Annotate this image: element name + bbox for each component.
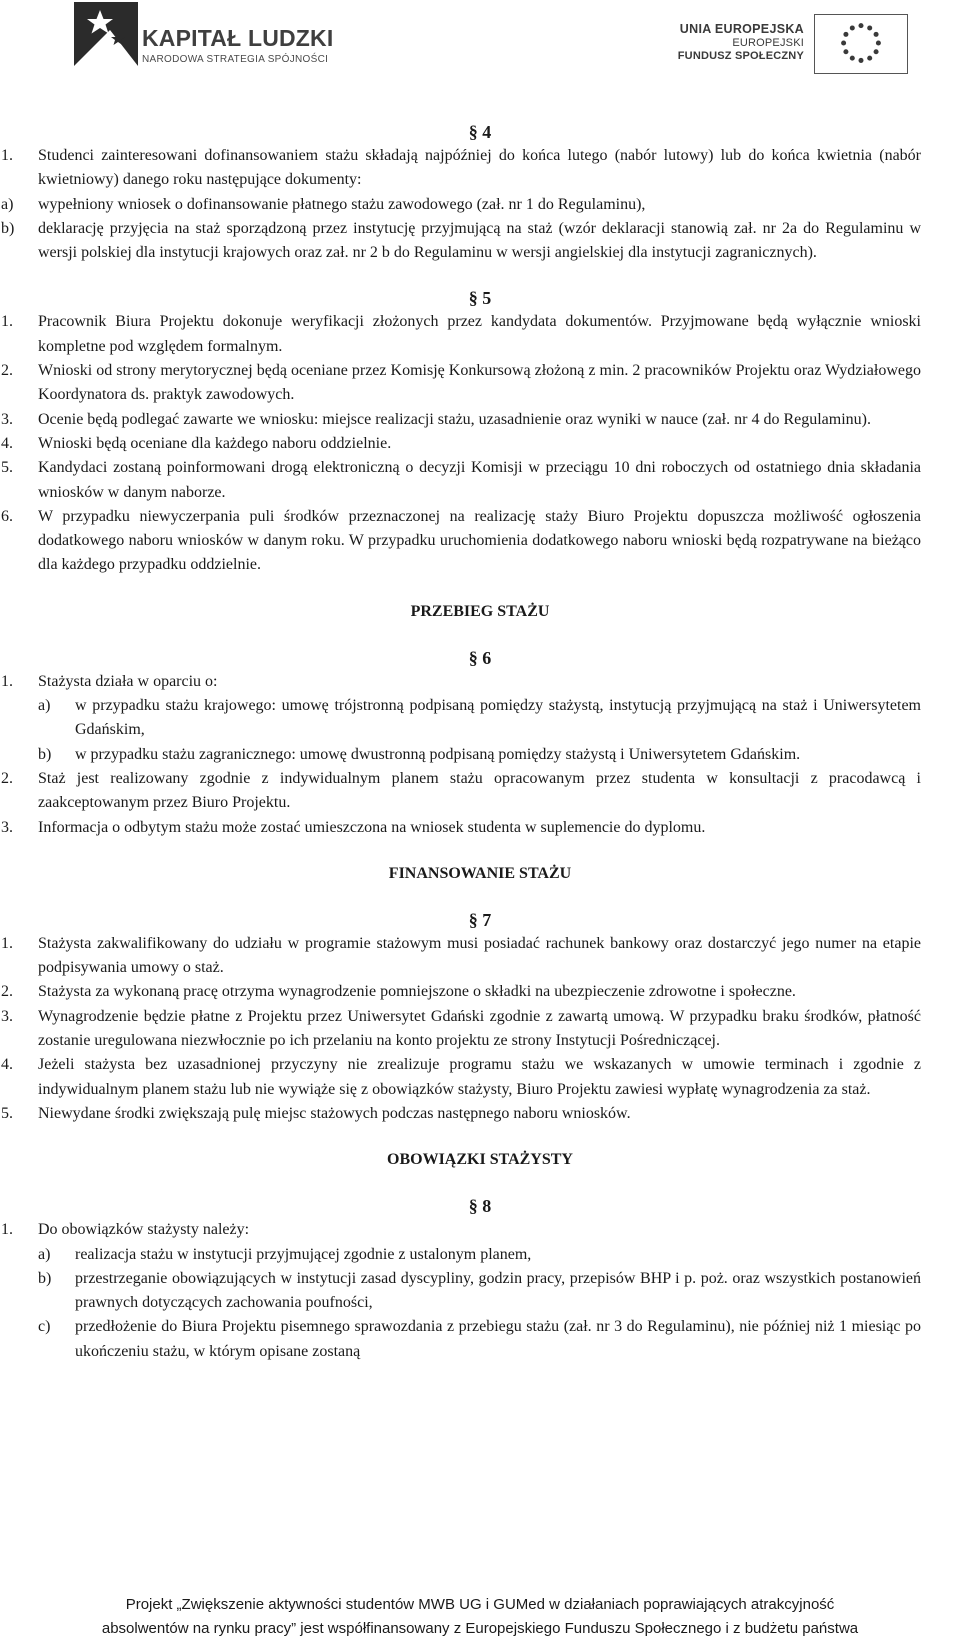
eu-line-3: FUNDUSZ SPOŁECZNY bbox=[677, 50, 804, 62]
s6-item-a: a) w przypadku stażu krajowego: umowę trójstronną podpisaną pomiędzy stażystą, instytucją przyjmującą na staż i Uniwersytetem Gdańskim, bbox=[38, 697, 921, 739]
s5-item-6: 6. W przypadku niewyczerpania puli środków przeznaczonej na realizację staży Biuro Projektu dopuszcza możliwość ogłoszenia dodatkowego naboru wniosków w danym roku. W przypadku uruchomienia dodatkowego naboru wnioski będą rozpatrywane na bieżąco dla każdego przypadku oddzielnie. bbox=[1, 507, 921, 574]
s6-paragraph-2: 2. Staż jest realizowany zgodnie z indywidualnym planem stażu opracowanym przez studenta w konsultacji z pracodawcą i zaakceptowanym przez Biuro Projektu. bbox=[1, 769, 921, 812]
s5-item-3: 3. Ocenie będą podlegać zawarte we wniosku: miejsce realizacji stażu, uzasadnienie oraz wyniki w nauce (zał. nr 4 do Regulaminu). bbox=[1, 410, 871, 428]
kapital-ludzki-logo bbox=[74, 2, 374, 72]
footer-line-2: absolwentów na rynku pracy” jest współfinansowany z Europejskiego Funduszu Społecznego i z budżetu państwa bbox=[101, 1620, 859, 1637]
eu-line-2: EUROPEJSKI bbox=[732, 37, 804, 49]
s7-item-3: 3. Wynagrodzenie będzie płatne z Projektu przez Uniwersytet Gdański zgodnie z zawartą umową. W przypadku braku środków, płatność zostanie uregulowana niezwłocznie po ich przelaniu na konto projektu ze strony Instytucji Pośredniczącej. bbox=[1, 1007, 921, 1050]
s5-item-2: 2. Wnioski od strony merytorycznej będą oceniane przez Komisję Konkursową złożoną z min. 2 pracowników Projektu oraz Wydziałowego Koordynatora ds. praktyk zawodowych. bbox=[1, 362, 921, 404]
eu-flag-icon bbox=[814, 14, 908, 74]
s7-item-1: 1. Stażysta zakwalifikowany do udziału w programie stażowym musi posiadać rachunek bankowy oraz dostarczyć jego numer na etapie podpisywania umowy o staż. bbox=[1, 934, 921, 977]
s4-item-a: a) wypełniony wniosek o dofinansowanie płatnego stażu zawodowego (zał. nr 1 do Regulaminu), bbox=[1, 195, 646, 213]
kapital-ludzki-title: KAPITAŁ LUDZKI bbox=[142, 25, 334, 51]
section-8-title: § 8 bbox=[468, 1196, 492, 1217]
s7-item-5: 5. Niewydane środki zwiększają pulę miejsc stażowych podczas następnego naboru wniosków. bbox=[1, 1104, 631, 1122]
page-footer bbox=[0, 1593, 960, 1641]
s7-item-4: 4. Jeżeli stażysta bez uzasadnionej przyczyny nie zrealizuje programu stażu we wskazanych w umowie terminach i zgodnie z indywidualnym planem stażu lub nie wywiąże się z obowiązków stażysty, Biuro Projektu zawiesi wypłatę wynagrodzenia za staż. bbox=[1, 1056, 921, 1098]
s6-paragraph-3: 3. Informacja o odbytym stażu może zostać umieszczona na wniosek studenta w suplemencie do dyplomu. bbox=[1, 818, 706, 836]
section-6-title: § 6 bbox=[468, 647, 492, 668]
s8-item-c: c) przedłożenie do Biura Projektu pisemnego sprawozdania z przebiegu stażu (zał. nr 3 do Regulaminu), nie później niż 1 miesiąc po ukończeniu stażu, w którym opisane zostaną bbox=[38, 1318, 921, 1360]
heading-finansowanie-stazu: FINANSOWANIE STAŻU bbox=[388, 864, 572, 882]
page-header bbox=[0, 0, 960, 90]
s8-paragraph-1: 1. Do obowiązków stażysty należy: bbox=[1, 1221, 250, 1239]
heading-przebieg-stazu: PRZEBIEG STAŻU bbox=[410, 602, 550, 620]
section-5-title: § 5 bbox=[468, 288, 492, 309]
kapital-ludzki-star-icon bbox=[74, 2, 138, 66]
kapital-ludzki-subtitle: NARODOWA STRATEGIA SPÓJNOŚCI bbox=[142, 54, 329, 65]
section-7-title: § 7 bbox=[468, 909, 492, 930]
s5-item-4: 4. Wnioski będą oceniane dla każdego naboru oddzielnie. bbox=[1, 434, 392, 452]
s5-item-1: 1. Pracownik Biura Projektu dokonuje weryfikacji złożonych przez kandydata dokumentów. Przyjmowane będą wyłącznie wnioski kompletne pod względem formalnym. bbox=[1, 313, 921, 355]
eu-line-1: UNIA EUROPEJSKA bbox=[679, 22, 804, 36]
footer-line-1: Projekt „Zwiększenie aktywności studentów MWB UG i GUMed w działaniach poprawiających atrakcyjność bbox=[125, 1596, 835, 1613]
s5-item-5: 5. Kandydaci zostaną poinformowani drogą elektroniczną o decyzji Komisji w przeciągu 10 dni roboczych od ostatniego dnia składania wniosków w danym naborze. bbox=[1, 459, 921, 501]
s4-paragraph-1: 1. Studenci zainteresowani dofinansowaniem stażu składają najpóźniej do końca lutego (nabór lutowy) lub do końca kwietnia (nabór kwietniowy) danego roku następujące dokumenty: bbox=[1, 147, 921, 189]
s6-paragraph-1: 1. Stażysta działa w oparciu o: bbox=[1, 672, 218, 690]
s6-item-b: b) w przypadku stażu zagranicznego: umowę dwustronną podpisaną pomiędzy stażystą i Uniwersytetem Gdańskim. bbox=[38, 745, 801, 763]
eu-logo bbox=[668, 14, 908, 74]
s8-item-a: a) realizacja stażu w instytucji przyjmującej zgodnie z ustalonym planem, bbox=[38, 1245, 532, 1263]
section-4-title: § 4 bbox=[468, 122, 492, 142]
s8-item-b: b) przestrzeganie obowiązujących w instytucji zasad dyscypliny, godzin pracy, przepisów BHP i p. poż. oraz wszystkich postanowień prawnych dotyczących zachowania poufności, bbox=[38, 1269, 921, 1312]
s4-item-b: b) deklarację przyjęcia na staż sporządzoną przez instytucję przyjmującą na staż (wzór deklaracji stanowią zał. nr 2a do Regulaminu w wersji polskiej dla instytucji krajowych oraz zał. nr 2 b do Regulaminu w wersji angielskiej dla instytucji zagranicznych). bbox=[1, 219, 921, 262]
heading-obowiazki-stazysty: OBOWIĄZKI STAŻYSTY bbox=[387, 1151, 573, 1169]
s7-item-2: 2. Stażysta za wykonaną pracę otrzyma wynagrodzenie pomniejszone o składki na ubezpieczenie zdrowotne i społeczne. bbox=[1, 983, 796, 1001]
document-body bbox=[0, 120, 960, 1364]
